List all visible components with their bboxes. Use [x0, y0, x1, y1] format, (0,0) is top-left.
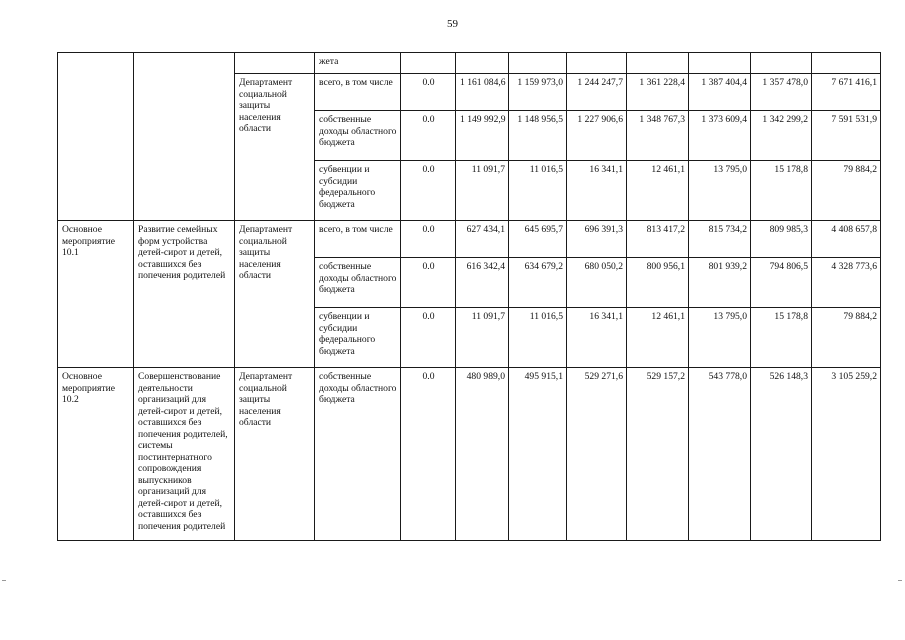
value-cell: 1 161 084,6: [456, 74, 509, 111]
activity-cell: [58, 53, 134, 221]
value-cell: 645 695,7: [509, 221, 567, 258]
table-row: [58, 221, 881, 258]
executor-cell: Департамент социальной защиты населения области: [235, 74, 315, 221]
value-cell: 495 915,1: [509, 368, 567, 541]
value-cell: 3 105 259,2: [812, 368, 881, 541]
value-cell: 529 271,6: [567, 368, 627, 541]
page-number: 59: [447, 18, 458, 30]
scan-edge-mark: [2, 580, 6, 581]
value-cell: 627 434,1: [456, 221, 509, 258]
value-cell: 801 939,2: [689, 258, 751, 308]
value-cell: 1 159 973,0: [509, 74, 567, 111]
source-cell: субвенции и субсидии федерального бюджета: [315, 161, 401, 221]
value-cell: 815 734,2: [689, 221, 751, 258]
value-cell: 0.0: [401, 161, 456, 221]
value-cell: 4 328 773,6: [812, 258, 881, 308]
value-cell: 1 357 478,0: [751, 74, 812, 111]
value-cell: 0.0: [401, 368, 456, 541]
value-cell: 11 016,5: [509, 161, 567, 221]
value-cell: 1 244 247,7: [567, 74, 627, 111]
value-cell: 0.0: [401, 111, 456, 161]
source-cell: всего, в том числе: [315, 74, 401, 111]
table-row: [58, 53, 881, 74]
value-cell: 0.0: [401, 221, 456, 258]
value-cell: 7 671 416,1: [812, 74, 881, 111]
value-cell: 0.0: [401, 74, 456, 111]
value-cell: 15 178,8: [751, 308, 812, 368]
activity-cell: Основное мероприятие 10.2: [58, 368, 134, 541]
value-cell: 616 342,4: [456, 258, 509, 308]
value-cell: 696 391,3: [567, 221, 627, 258]
value-cell: 12 461,1: [627, 308, 689, 368]
value-cell: 11 091,7: [456, 161, 509, 221]
value-cell: 11 091,7: [456, 308, 509, 368]
value-cell: 0.0: [401, 258, 456, 308]
executor-cell: [235, 53, 315, 74]
source-cell: жета: [315, 53, 401, 74]
value-cell: 526 148,3: [751, 368, 812, 541]
scan-edge-mark: [898, 580, 902, 581]
executor-cell: Департамент социальной защиты населения области: [235, 368, 315, 541]
value-cell: 0.0: [401, 308, 456, 368]
value-cell: 16 341,1: [567, 161, 627, 221]
table-row: [58, 368, 881, 541]
source-cell: собственные доходы областного бюджета: [315, 368, 401, 541]
value-cell: 809 985,3: [751, 221, 812, 258]
value-cell: 15 178,8: [751, 161, 812, 221]
value-cell: 1 348 767,3: [627, 111, 689, 161]
value-cell: 800 956,1: [627, 258, 689, 308]
value-cell: 813 417,2: [627, 221, 689, 258]
value-cell: 4 408 657,8: [812, 221, 881, 258]
source-cell: собственные доходы областного бюджета: [315, 258, 401, 308]
value-cell: 11 016,5: [509, 308, 567, 368]
activity-cell: Основное мероприятие 10.1: [58, 221, 134, 368]
value-cell: 1 342 299,2: [751, 111, 812, 161]
value-cell: 1 227 906,6: [567, 111, 627, 161]
value-cell: 529 157,2: [627, 368, 689, 541]
description-cell: [134, 53, 235, 221]
value-cell: 1 149 992,9: [456, 111, 509, 161]
value-cell: 12 461,1: [627, 161, 689, 221]
description-cell: Развитие семейных форм устройства детей-сирот и детей, оставшихся без попечения родителей: [134, 221, 235, 368]
executor-cell: Департамент социальной защиты населения области: [235, 221, 315, 368]
value-cell: 1 361 228,4: [627, 74, 689, 111]
value-cell: 1 148 956,5: [509, 111, 567, 161]
value-cell: 16 341,1: [567, 308, 627, 368]
value-cell: 1 373 609,4: [689, 111, 751, 161]
source-cell: собственные доходы областного бюджета: [315, 111, 401, 161]
description-cell: Совершенствование деятельности организаций для детей-сирот и детей, оставшихся без попечения родителей, системы постинтернатного сопровождения выпускников организаций для детей-сирот и детей, оставшихся без попечения родителей: [134, 368, 235, 541]
value-cell: 543 778,0: [689, 368, 751, 541]
source-cell: всего, в том числе: [315, 221, 401, 258]
value-cell: 480 989,0: [456, 368, 509, 541]
value-cell: 79 884,2: [812, 308, 881, 368]
source-cell: субвенции и субсидии федерального бюджета: [315, 308, 401, 368]
value-cell: 13 795,0: [689, 161, 751, 221]
value-cell: 794 806,5: [751, 258, 812, 308]
value-cell: 680 050,2: [567, 258, 627, 308]
value-cell: 13 795,0: [689, 308, 751, 368]
value-cell: 634 679,2: [509, 258, 567, 308]
budget-table: [57, 52, 881, 541]
value-cell: 79 884,2: [812, 161, 881, 221]
value-cell: 1 387 404,4: [689, 74, 751, 111]
value-cell: 7 591 531,9: [812, 111, 881, 161]
